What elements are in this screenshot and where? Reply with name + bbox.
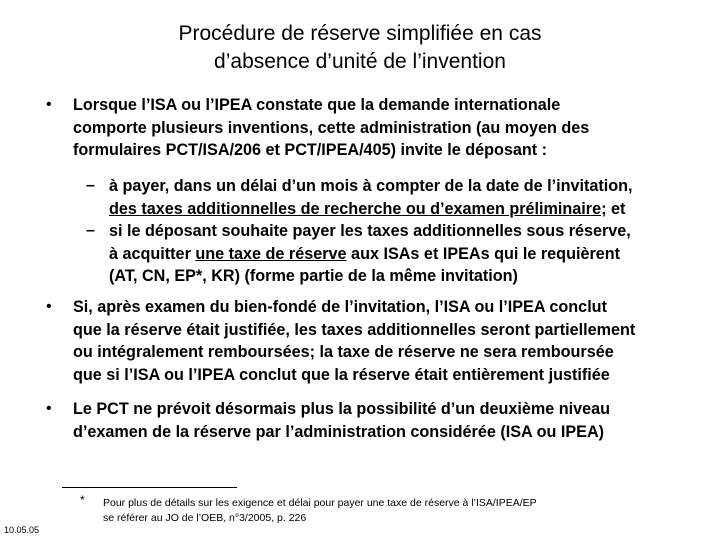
bullet-marker-3: • [46, 400, 52, 417]
sub-1-line-1: à payer, dans un délai d’un mois à compter de la date de l’invitation, [109, 177, 633, 195]
footnote-divider [62, 487, 237, 488]
bullet-3-line-1: Le PCT ne prévoit désormais plus la possibilité d’un deuxième niveau [73, 400, 611, 418]
footnote-text [103, 496, 537, 526]
sub-bullet-dash-2: – [86, 222, 95, 239]
sub-1-line-2-rest: ; et [601, 199, 626, 218]
footnote-line-1: Pour plus de détails sur les exigence et délai pour payer une taxe de réserve à l’ISA/IPEA/EP [103, 497, 537, 509]
slide-title-line-2: d’absence d’unité de l’invention [214, 50, 506, 73]
bullet-3-line-2: d’examen de la réserve par l’administration considérée (ISA ou IPEA) [73, 422, 605, 441]
slide-title [0, 20, 720, 76]
sub-2-line-2-post: aux ISAs et IPEAs qui le requièrent [346, 244, 621, 263]
bullet-2-line-2: que la réserve était justifiée, les taxes additionnelles seront partiellement [73, 320, 636, 339]
bullet-text-2 [73, 296, 713, 386]
bullet-1-line-1: Lorsque l’ISA ou l’IPEA constate que la demande internationale [73, 96, 561, 114]
sub-1-underlined-text: des taxes additionnelles de recherche ou d’examen préliminaire [109, 199, 602, 218]
footnote-line-2: se référer au JO de l’OEB, n°3/2005, p. 226 [103, 512, 307, 524]
bullet-2-line-3: ou intégralement remboursées; la taxe de réserve ne sera remboursée [73, 343, 614, 361]
bullet-2-line-4: que si l’ISA ou l’IPEA conclut que la réserve était entièrement justifiée [73, 365, 610, 384]
sub-2-line-2 [109, 243, 709, 266]
sub-1-line-2 [109, 198, 709, 221]
sub-2-line-1: si le déposant souhaite payer les taxes additionnelles sous réserve, [109, 222, 631, 240]
bullet-1-line-2: comporte plusieurs inventions, cette administration (au moyen des [73, 118, 590, 137]
bullet-text-3 [73, 398, 713, 443]
bullet-text-1 [73, 94, 713, 162]
sub-bullet-text-2 [109, 220, 709, 288]
sub-bullet-dash-1: – [86, 177, 95, 194]
sub-bullet-text-1 [109, 175, 709, 220]
bullet-2-line-1: Si, après examen du bien-fondé de l’invitation, l’ISA ou l’IPEA conclut [73, 298, 607, 316]
sub-2-underlined-text: une taxe de réserve [195, 244, 347, 263]
slide-date: 10.05.05 [4, 525, 40, 535]
bullet-marker-1: • [46, 96, 52, 113]
bullet-1-line-3: formulaires PCT/ISA/206 et PCT/IPEA/405) invite le déposant : [73, 141, 548, 159]
slide-title-line-1: Procédure de réserve simplifiée en cas [178, 22, 542, 45]
sub-2-line-3: (AT, CN, EP*, KR) (forme partie de la même invitation) [109, 267, 518, 285]
footnote-marker: * [80, 493, 85, 507]
sub-2-line-2-pre: à acquitter [109, 244, 196, 263]
bullet-marker-2: • [46, 298, 52, 315]
